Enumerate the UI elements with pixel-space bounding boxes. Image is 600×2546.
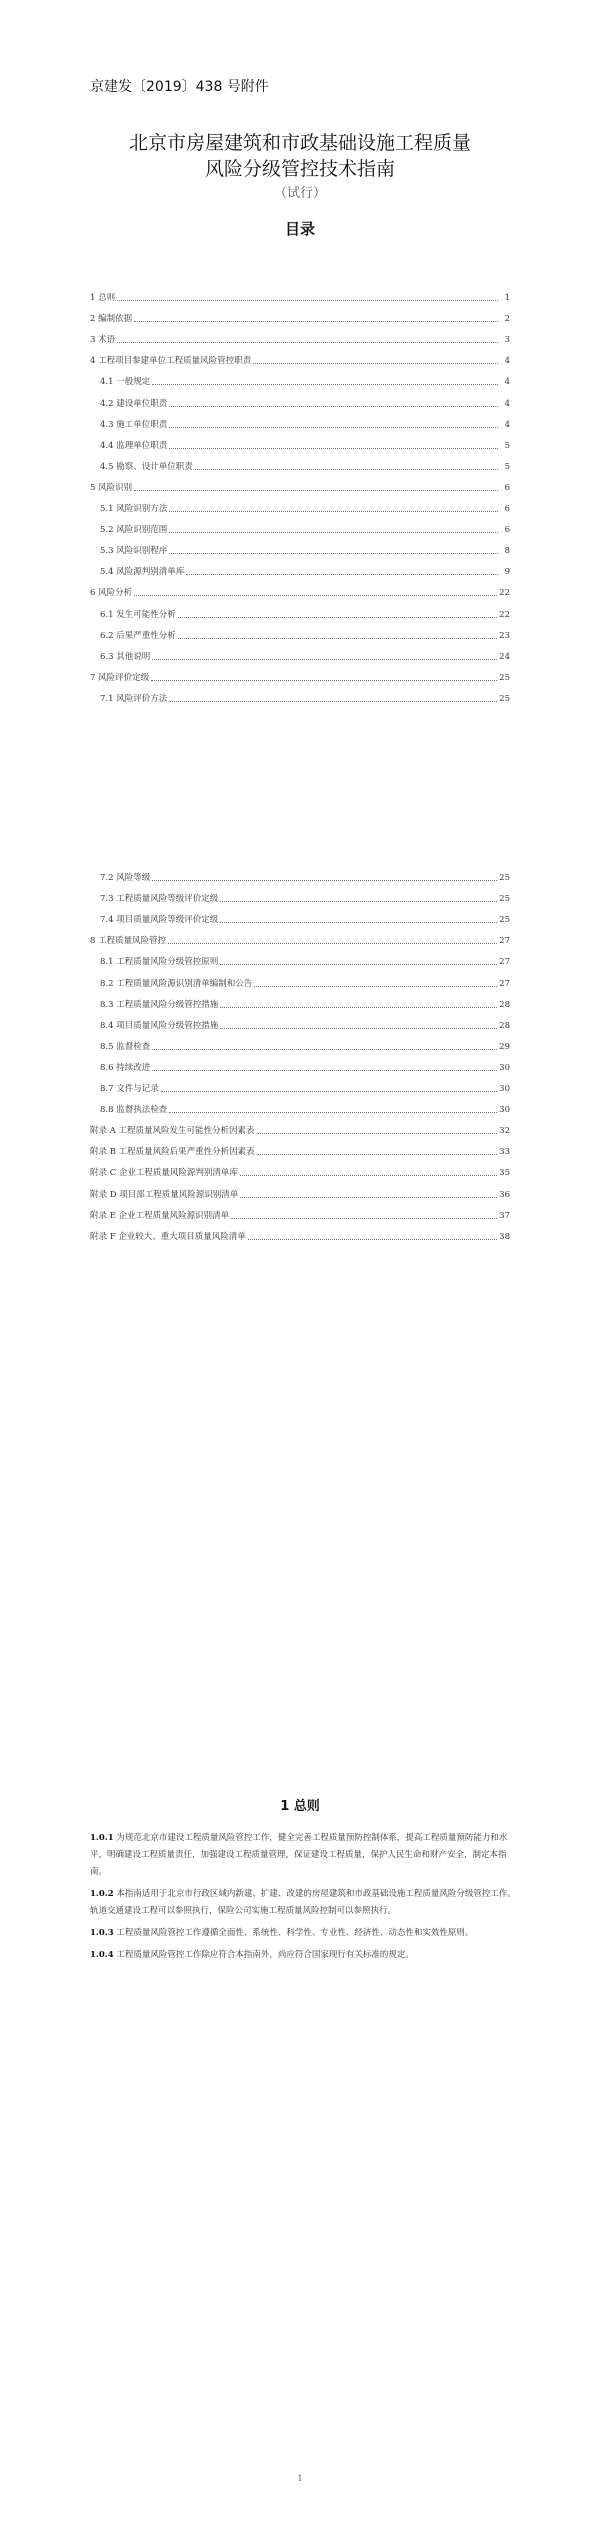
toc-dot-leader <box>169 426 498 428</box>
toc-entry[interactable] <box>90 670 510 684</box>
toc-entry-label: 8.2 工程质量风险源识别清单编制和公告 <box>100 978 253 989</box>
toc-entry-label: 7.3 工程质量风险等级评价定级 <box>100 894 219 905</box>
section-body <box>90 1830 520 1969</box>
toc-entry-label: 7.2 风险等级 <box>100 873 151 883</box>
toc-entry-label: 5.3 风险识别程序 <box>100 546 168 557</box>
toc-entry-label: 1 总则 <box>90 293 116 303</box>
toc-dot-leader <box>186 573 498 575</box>
toc-entry-label: 附录 B 工程质量风险后果严重性分析因素表 <box>90 1147 255 1158</box>
toc-dot-leader <box>240 1196 497 1198</box>
toc-entry-label: 4 工程项目参建单位工程质量风险管控职责 <box>90 356 252 367</box>
toc-entry-page: 30 <box>499 1062 510 1073</box>
toc-entry-page: 38 <box>499 1231 510 1242</box>
toc-dot-leader <box>220 900 497 902</box>
toc-dot-leader <box>169 700 497 702</box>
toc-entry[interactable] <box>90 353 510 367</box>
toc-entry[interactable] <box>90 501 510 515</box>
toc-dot-leader <box>169 531 498 533</box>
toc-dot-leader <box>134 320 498 322</box>
toc-entry[interactable] <box>90 564 510 578</box>
toc-dot-leader <box>134 594 497 596</box>
toc-entry-label: 6 风险分析 <box>90 588 133 599</box>
toc-dot-leader <box>168 942 497 944</box>
toc-entry-page: 5 <box>504 461 510 472</box>
toc-entry-page: 4 <box>504 398 510 409</box>
document-title-line1: 北京市房屋建筑和市政基础设施工程质量 <box>128 132 471 154</box>
toc-dot-leader <box>240 1174 497 1176</box>
toc-entry-label: 3 术语 <box>90 335 116 346</box>
toc-entry-page: 25 <box>499 915 510 926</box>
document-title-line2: 风险分级管控技术指南 <box>204 158 395 180</box>
toc-entry-page: 4 <box>504 419 510 430</box>
toc-entry[interactable] <box>90 1081 510 1095</box>
toc-entry-page: 22 <box>499 588 510 599</box>
clause-number: 1.0.1 <box>90 1833 114 1843</box>
toc-dot-leader <box>257 1153 498 1155</box>
paragraph <box>90 1830 520 1881</box>
toc-entry[interactable] <box>90 1208 510 1222</box>
toc-entry-page: 25 <box>499 672 510 683</box>
toc-entry-label: 7 风险评价定级 <box>90 672 150 683</box>
toc-entry[interactable] <box>90 649 510 663</box>
toc-entry-label: 8.3 工程质量风险分级管控措施 <box>100 999 219 1010</box>
toc-entry[interactable] <box>90 1018 510 1032</box>
toc-dot-leader <box>152 383 498 385</box>
toc-entry-label: 5.2 风险识别范围 <box>100 525 168 536</box>
toc-entry[interactable] <box>90 954 510 968</box>
toc-entry-page: 24 <box>499 651 510 662</box>
toc-entry-label: 附录 F 企业较大、重大项目质量风险清单 <box>90 1231 246 1242</box>
clause-text: 为规范北京市建设工程质量风险管控工作，健全完善工程质量预防控制体系，提高工程质量预防能力和水平，明确建设工程质量责任，加强建设工程质量管理，保证建设工程质量，保护人民生命和财产安全，制定本指南。 <box>90 1833 508 1877</box>
paragraph <box>90 1925 520 1942</box>
toc-entry-label: 7.1 风险评价方法 <box>100 693 168 704</box>
clause-text: 工程质量风险管控工作除应符合本指南外，尚应符合国家现行有关标准的规定。 <box>113 1950 414 1960</box>
toc-entry[interactable] <box>90 438 510 452</box>
toc-entry[interactable] <box>90 1123 510 1137</box>
toc-entry-label: 8.5 监督检查 <box>100 1041 151 1052</box>
toc-dot-leader <box>220 963 497 965</box>
toc-dot-leader <box>220 1027 497 1029</box>
toc-entry-page: 2 <box>504 314 510 325</box>
toc-entry[interactable] <box>90 1144 510 1158</box>
document-number: 京建发〔2019〕438 号附件 <box>90 79 269 95</box>
toc-entry[interactable] <box>90 691 510 705</box>
toc-entry-label: 8.8 监督执法检查 <box>100 1105 168 1116</box>
toc-entry-page: 32 <box>499 1126 510 1137</box>
toc-entry-label: 8.7 文件与记录 <box>100 1084 159 1094</box>
toc-entry[interactable] <box>90 543 510 557</box>
toc-entry-label: 6.2 后果严重性分析 <box>100 630 176 641</box>
toc-entry-label: 4.1 一般规定 <box>100 377 151 388</box>
toc-entry-page: 27 <box>499 936 510 947</box>
toc-entry[interactable] <box>90 1165 510 1179</box>
clause-number: 1.0.4 <box>90 1950 114 1960</box>
toc-dot-leader <box>257 1132 498 1134</box>
toc-entry[interactable] <box>90 912 510 926</box>
toc-entry-label: 5.4 风险源判别清单库 <box>100 567 185 578</box>
toc-entry-label: 8 工程质量风险管控 <box>90 936 167 947</box>
toc-entry-page: 25 <box>499 894 510 905</box>
toc-dot-leader <box>169 447 498 449</box>
toc-entry-label: 附录 C 企业工程质量风险源判别清单库 <box>90 1168 238 1179</box>
trial-note: （试行） <box>273 186 326 201</box>
toc-heading: 目录 <box>284 220 315 238</box>
toc-entry[interactable] <box>90 607 510 621</box>
toc-dot-leader <box>169 510 498 512</box>
toc-entry[interactable] <box>90 459 510 473</box>
clause-text: 工程质量风险管控工作遵循全面性、系统性、科学性、专业性、经济性、动态性和实效性原则。 <box>113 1928 474 1938</box>
toc-entry-label: 6.1 发生可能性分析 <box>100 609 176 620</box>
toc-entry[interactable] <box>90 1039 510 1053</box>
toc-entry-label: 附录 E 企业工程质量风险源识别清单 <box>90 1210 230 1221</box>
toc-dot-leader <box>169 552 498 554</box>
toc-entry-page: 6 <box>504 482 510 493</box>
toc-entry-label: 8.6 持续改进 <box>100 1062 151 1073</box>
toc-entry[interactable] <box>90 933 510 947</box>
toc-entry[interactable] <box>90 1102 510 1116</box>
toc-dot-leader <box>178 616 497 618</box>
toc-entry[interactable] <box>90 311 510 325</box>
toc-entry-label: 8.4 项目质量风险分级管控措施 <box>100 1020 219 1031</box>
toc-entry-label: 4.4 监理单位职责 <box>100 440 168 451</box>
toc-entry[interactable] <box>90 480 510 494</box>
toc-entry-page: 23 <box>499 630 510 641</box>
toc-entry[interactable] <box>90 396 510 410</box>
clause-number: 1.0.2 <box>90 1889 114 1899</box>
toc-entry-page: 35 <box>499 1168 510 1179</box>
toc-entry-label: 7.4 项目质量风险等级评价定级 <box>100 915 219 926</box>
toc-entry[interactable] <box>90 628 510 642</box>
toc-entry[interactable] <box>90 374 510 388</box>
toc-entry[interactable] <box>90 417 510 431</box>
toc-entry-page: 1 <box>504 293 510 303</box>
toc-entry-label: 4.5 勘察、设计单位职责 <box>100 461 193 472</box>
toc-dot-leader <box>169 405 498 407</box>
toc-entry-page: 6 <box>504 504 510 514</box>
toc-entry-page: 30 <box>499 1105 510 1116</box>
paragraph <box>90 1886 520 1920</box>
toc-entry-page: 29 <box>499 1041 510 1052</box>
toc-dot-leader <box>220 1006 497 1008</box>
toc-entry-page: 4 <box>504 356 510 367</box>
toc-entry-page: 6 <box>504 525 510 536</box>
toc-entry-page: 8 <box>504 546 510 557</box>
toc-dot-leader <box>231 1217 497 1219</box>
toc-dot-leader <box>152 1069 497 1071</box>
clause-number: 1.0.3 <box>90 1928 114 1938</box>
toc-entry-page: 3 <box>504 335 510 346</box>
toc-entry-label: 2 编制依据 <box>90 314 133 325</box>
toc-entry[interactable] <box>90 997 510 1011</box>
toc-entry-page: 30 <box>499 1084 510 1094</box>
toc-entry-page: 36 <box>499 1189 510 1200</box>
toc-dot-leader <box>117 299 498 301</box>
toc-entry-label: 附录 A 工程质量风险发生可能性分析因素表 <box>90 1126 255 1137</box>
toc-entry-page: 4 <box>504 377 510 388</box>
toc-dot-leader <box>151 679 497 681</box>
clause-text: 本指南适用于北京市行政区域内新建、扩建、改建的房屋建筑和市政基础设施工程质量风险分级管控工作。轨道交通建设工程可以参照执行，保险公司实施工程质量风险控制可以参照执行。 <box>90 1889 516 1916</box>
toc-dot-leader <box>161 1090 497 1092</box>
toc-entry-page: 28 <box>499 999 510 1010</box>
toc-entry-page: 33 <box>499 1147 510 1158</box>
toc-dot-leader <box>220 921 497 923</box>
toc-entry-page: 37 <box>499 1210 510 1221</box>
toc-entry[interactable] <box>90 290 510 304</box>
toc-dot-leader <box>117 341 498 343</box>
toc-dot-leader <box>253 362 498 364</box>
page-number: 1 <box>297 2474 303 2483</box>
paragraph <box>90 1947 520 1964</box>
toc-dot-leader <box>169 1111 497 1113</box>
toc-dot-leader <box>152 879 497 881</box>
toc-entry[interactable] <box>90 891 510 905</box>
toc-dot-leader <box>152 1048 497 1050</box>
toc-dot-leader <box>254 985 497 987</box>
toc-dot-leader <box>134 489 498 491</box>
toc-entry-page: 27 <box>499 978 510 989</box>
toc-entry-label: 附录 D 项目部工程质量风险源识别清单 <box>90 1189 239 1200</box>
toc-entry-label: 4.2 建设单位职责 <box>100 398 168 409</box>
toc-entry[interactable] <box>90 870 510 884</box>
toc-entry-page: 27 <box>499 957 510 968</box>
toc-entry-page: 22 <box>499 609 510 620</box>
toc-entry-page: 25 <box>499 873 510 883</box>
toc-entry-page: 25 <box>499 693 510 704</box>
toc-entry-label: 5 风险识别 <box>90 482 133 493</box>
toc-dot-leader <box>178 637 497 639</box>
toc-dot-leader <box>152 658 497 660</box>
toc-entry[interactable] <box>90 1229 510 1243</box>
toc-dot-leader <box>195 468 498 470</box>
toc-entry[interactable] <box>90 1187 510 1201</box>
toc-entry-label: 5.1 风险识别方法 <box>100 504 168 514</box>
toc-entry-page: 5 <box>504 440 510 451</box>
toc-entry[interactable] <box>90 585 510 599</box>
toc-dot-leader <box>248 1238 497 1240</box>
toc-entry-page: 9 <box>504 567 510 578</box>
toc-entry[interactable] <box>90 522 510 536</box>
toc-entry[interactable] <box>90 976 510 990</box>
toc-entry-page: 28 <box>499 1020 510 1031</box>
toc-entry-label: 4.3 施工单位职责 <box>100 419 168 430</box>
toc-entry-label: 8.1 工程质量风险分级管控原则 <box>100 957 219 968</box>
section-title: 1 总则 <box>280 1799 320 1814</box>
toc-entry[interactable] <box>90 1060 510 1074</box>
toc-entry-label: 6.3 其他说明 <box>100 651 151 662</box>
toc-entry[interactable] <box>90 332 510 346</box>
